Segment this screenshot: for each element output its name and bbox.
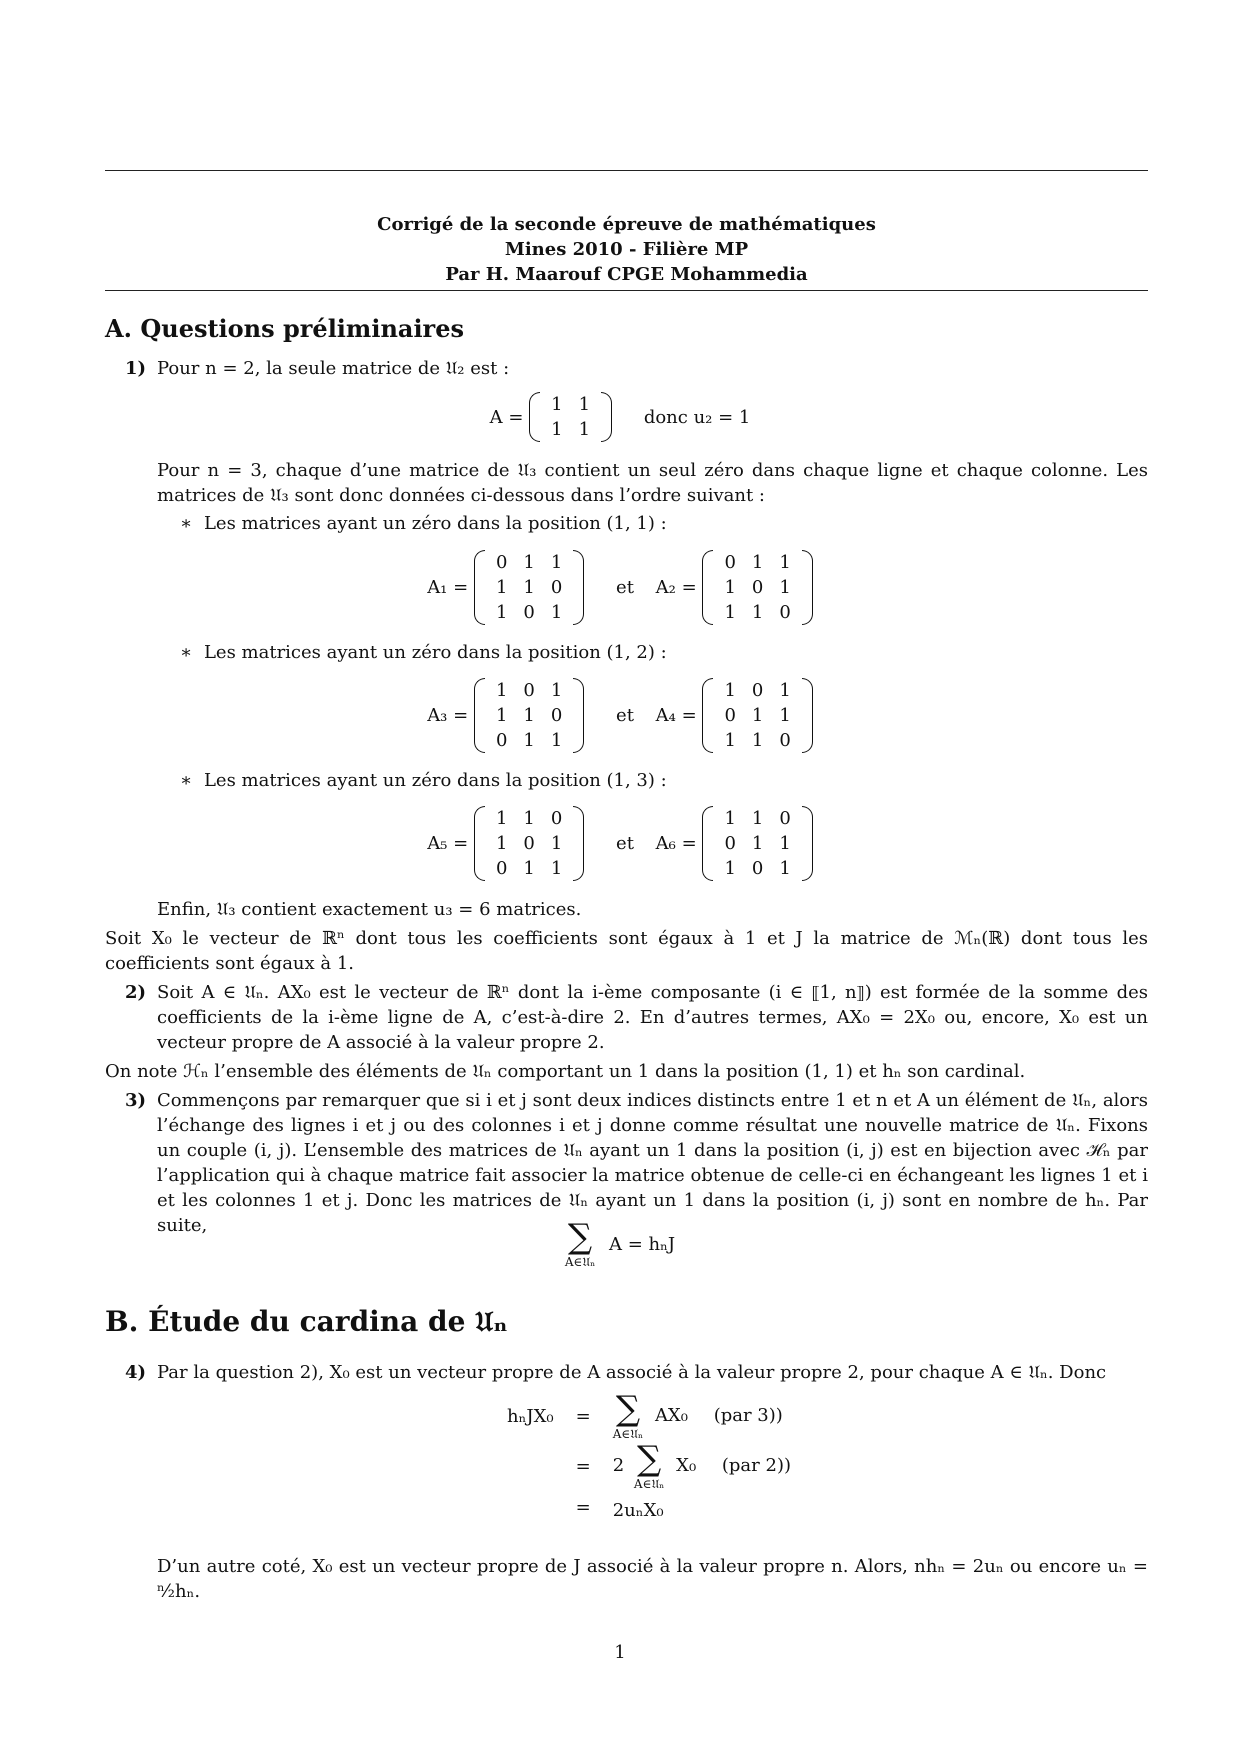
sum-subscript: A∈𝔘ₙ [612,1427,644,1441]
bullet-row-1 [180,511,667,536]
title-line-3: Par H. Maarouf CPGE Mohammedia [445,264,808,285]
et-2: et [616,705,634,726]
eq-row-1 [497,1392,801,1440]
eq-row-2 [497,1442,801,1490]
matrix-entry: 0 [724,833,736,854]
et-3: et [616,833,634,854]
section-a-heading: A. Questions préliminaires [105,314,464,343]
eq-sign: = [575,1497,591,1518]
matrix-row [488,600,570,625]
q3-number: 3) [125,1090,147,1111]
matrix-row [488,678,570,703]
sigma-symbol: ∑ [637,1439,662,1479]
matrices-row-2 [0,678,1240,753]
matrix-entry: 1 [523,808,535,829]
matrix-entry: 0 [550,705,563,726]
matrix-entry: 0 [751,858,764,879]
title-line-1: Corrigé de la seconde épreuve de mathématiques [377,214,876,235]
q1-number: 1) [125,358,147,379]
matrix-entry: 1 [495,680,508,701]
eq-row-1-rhs: AX₀ [654,1405,688,1426]
q1-intro: Pour n = 2, la seule matrice de 𝔘₂ est : [157,358,510,379]
sigma-symbol: ∑ [567,1217,593,1257]
matrix-entry: 1 [751,833,764,854]
matrix-entry: 1 [779,577,791,598]
matrix-entry: 1 [724,577,736,598]
eq-sign: = [575,1405,591,1427]
title-block [105,212,1148,287]
matrix-entry: 1 [495,602,508,623]
matrix-entry: 1 [523,552,535,573]
matrix-entry: 1 [495,833,508,854]
matrix-entry: 0 [751,680,764,701]
a3-label: A₃ = [427,705,469,726]
matrix-row [488,703,570,728]
matrix-row [716,856,798,881]
matrix-entry: 1 [495,577,508,598]
bullet-1-text: Les matrices ayant un zéro dans la position (1, 1) : [203,513,667,534]
eq-row-1-note: (par 3)) [713,1405,783,1426]
matrix-a2 [702,550,812,625]
sum-rhs: A = hₙJ [609,1233,676,1255]
matrix-entry: 0 [779,730,791,751]
sum-subscript: A∈𝔘ₙ [633,1477,665,1491]
matrix-row [716,806,798,831]
matrix-row [488,550,570,575]
et-1: et [616,577,634,598]
q1-eq-lhs: A = [489,406,524,428]
q3-text: Commençons par remarquer que si i et j sont deux indices distincts entre 1 et n et A un élément de 𝔘ₙ, alors l’échange des lignes i et j ou des colonnes i et j donne comme résultat une nouvelle matrice de 𝔘ₙ. Fixons un couple (i, j). L’ensemble des matrices de 𝔘ₙ ayant un 1 dans la position (i, j) est en bijection avec ℋₙ par l’application qui à chaque matrice fait associer la matrice obtenue de celle-ci en échangeant les lignes 1 et i et les colonnes 1 et j. Donc les matrices de 𝔘ₙ ayant un 1 dans la position (i, j) sont en nombre de hₙ. Par suite, [157,1090,1148,1236]
top-rule [105,170,1148,171]
matrix-row [488,575,570,600]
matrix-entry: 0 [523,680,535,701]
matrix-entry: 1 [751,552,764,573]
matrix-entry: 1 [779,705,791,726]
a2-label: A₂ = [655,577,697,598]
matrix-row [488,806,570,831]
eq-row-2-note: (par 2)) [721,1455,791,1476]
matrix-a1 [474,550,584,625]
matrix-entry: 0 [523,833,535,854]
bullet-mark: ∗ [180,770,193,791]
matrix-entry: 1 [495,705,508,726]
sum-operator [633,1439,665,1491]
bullet-row-3 [180,768,667,793]
matrix-entry: 1 [551,394,563,415]
q2-text: Soit A ∈ 𝔘ₙ. AX₀ est le vecteur de ℝⁿ dont la i-ème composante (i ∈ ⟦1, n⟧) est formée de la somme des coefficients de la i-ème ligne de A, c’est-à-dire 2. En d’autres termes, AX₀ = 2X₀ ou, encore, X₀ est un vecteur propre de A associé à la valeur propre 2. [157,982,1148,1053]
matrix-row [543,417,598,442]
q1-conclusion: Enfin, 𝔘₃ contient exactement u₃ = 6 matrices. [157,899,582,920]
eq-row-3 [497,1492,801,1523]
matrix-row [716,728,798,753]
bullet-mark: ∗ [180,642,193,663]
eq-row-3-rhs: 2uₙX₀ [612,1500,664,1521]
matrix-a6 [702,806,812,881]
eq-row-2-factor: 2 [612,1455,625,1476]
matrix-entry: 0 [751,577,764,598]
matrix-row [488,831,570,856]
q4-after-text: D’un autre coté, X₀ est un vecteur propre de J associé à la valeur propre n. Alors, nhₙ = 2uₙ ou encore uₙ = ⁿ⁄₂hₙ. [157,1556,1148,1602]
matrices-row-3 [0,806,1240,881]
matrix-entry: 1 [779,680,791,701]
matrix-entry: 0 [724,705,736,726]
definition-x0-j: Soit X₀ le vecteur de ℝⁿ dont tous les coefficients sont égaux à 1 et J la matrice de ℳₙ(ℝ) dont tous les coefficients sont égaux à 1. [105,928,1148,974]
matrix-entry: 1 [578,394,591,415]
a1-label: A₁ = [427,577,469,598]
matrix-entry: 0 [523,602,535,623]
matrix-entry: 1 [523,577,535,598]
matrix-row [716,678,798,703]
bullet-3-text: Les matrices ayant un zéro dans la position (1, 3) : [203,770,667,791]
q3-sum-equation [0,1217,1240,1269]
matrix-entry: 1 [550,680,563,701]
matrix-entry: 0 [495,858,508,879]
matrix-a5 [474,806,584,881]
matrix-entry: 0 [495,552,508,573]
matrix-row [488,856,570,881]
matrix-a-2x2 [529,392,612,442]
matrix-row [716,600,798,625]
matrix-entry: 1 [724,680,736,701]
matrix-entry: 1 [724,602,736,623]
title-line-2: Mines 2010 - Filière MP [504,239,749,260]
q4-text: Par la question 2), X₀ est un vecteur propre de A associé à la valeur propre 2, pour chaque A ∈ 𝔘ₙ. Donc [157,1362,1107,1383]
matrix-entry: 1 [550,858,563,879]
a6-label: A₆ = [655,833,697,854]
matrix-row [543,392,598,417]
eq-row-2-rhs: X₀ [676,1455,697,1476]
bullet-row-2 [180,640,667,665]
matrix-entry: 1 [550,730,563,751]
sum-operator [564,1217,596,1269]
q1-equation-n2 [0,392,1240,442]
matrix-entry: 1 [523,858,535,879]
sum-operator [612,1389,644,1441]
matrix-entry: 1 [523,730,535,751]
matrix-row [716,575,798,600]
matrix-row [716,703,798,728]
a5-label: A₅ = [427,833,469,854]
matrix-entry: 0 [724,552,736,573]
matrix-entry: 0 [495,730,508,751]
q4-aligned-equations [495,1390,803,1525]
matrix-entry: 0 [779,808,791,829]
eq-sign: = [575,1455,591,1477]
matrix-row [716,831,798,856]
matrix-entry: 1 [751,602,764,623]
matrix-entry: 1 [724,730,736,751]
bullet-2-text: Les matrices ayant un zéro dans la position (1, 2) : [203,642,667,663]
matrix-a4 [702,678,812,753]
q1-paragraph-n3: Pour n = 3, chaque d’une matrice de 𝔘₃ contient un seul zéro dans chaque ligne et chaque colonne. Les matrices de 𝔘₃ sont donc données ci-dessous dans l’ordre suivant : [157,460,1148,506]
title-rule [105,290,1148,291]
matrix-row [488,728,570,753]
matrix-entry: 1 [724,858,736,879]
q4-number: 4) [125,1362,147,1383]
eq-row-1-lhs: hₙJX₀ [507,1405,554,1427]
matrix-entry: 1 [751,808,764,829]
matrix-entry: 1 [751,730,764,751]
a4-label: A₄ = [655,705,697,726]
sum-subscript: A∈𝔘ₙ [564,1255,596,1269]
matrices-row-1 [0,550,1240,625]
definition-hn: On note ℋₙ l’ensemble des éléments de 𝔘ₙ comportant un 1 dans la position (1, 1) et hₙ son cardinal. [105,1061,1026,1082]
matrix-entry: 1 [495,808,508,829]
matrix-entry: 1 [523,705,535,726]
matrix-entry: 1 [724,808,736,829]
matrix-entry: 1 [551,419,563,440]
q1-eq-rhs: donc u₂ = 1 [643,406,751,428]
matrix-entry: 1 [779,833,791,854]
matrix-entry: 1 [779,552,791,573]
bullet-mark: ∗ [180,513,193,534]
matrix-a3 [474,678,584,753]
matrix-entry: 1 [779,858,791,879]
matrix-entry: 1 [578,419,591,440]
matrix-row [716,550,798,575]
matrix-entry: 1 [550,833,563,854]
matrix-entry: 0 [779,602,791,623]
page-number: 1 [614,1642,626,1663]
matrix-entry: 0 [550,808,563,829]
section-b-heading: B. Étude du cardina de 𝔘ₙ [105,1305,508,1338]
matrix-entry: 1 [550,552,563,573]
sigma-symbol: ∑ [615,1389,641,1429]
matrix-entry: 1 [550,602,563,623]
matrix-entry: 1 [751,705,764,726]
matrix-entry: 0 [550,577,563,598]
q2-number: 2) [125,982,147,1003]
